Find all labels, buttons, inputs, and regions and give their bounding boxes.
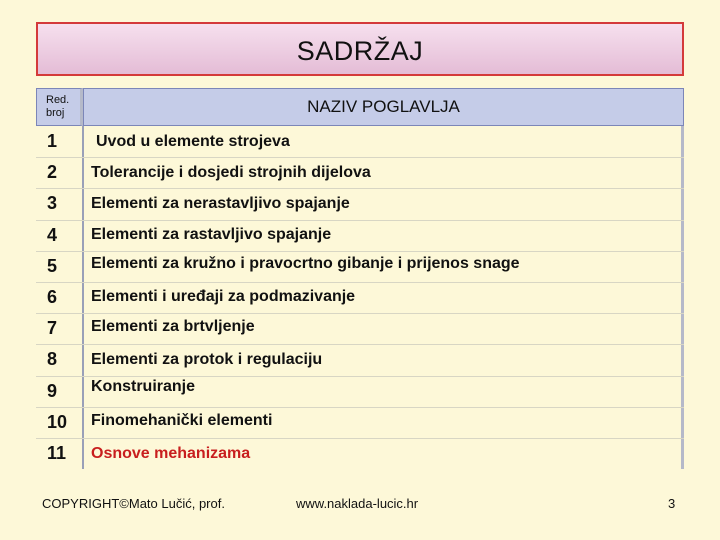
header-number-cell <box>36 88 83 126</box>
row-number: 7 <box>47 318 58 339</box>
row-separator <box>36 407 684 408</box>
row-separator <box>36 188 684 189</box>
row-separator <box>36 157 684 158</box>
table-rows <box>36 126 684 469</box>
row-number: 3 <box>47 193 58 214</box>
title-banner <box>36 22 684 76</box>
row-chapter-name: Uvod u elemente strojeva <box>96 132 290 150</box>
footer-website: www.naklada-lucic.hr <box>296 496 419 511</box>
row-separator <box>36 376 684 377</box>
row-number: 8 <box>47 349 58 370</box>
row-separator <box>36 251 684 252</box>
row-chapter-name: Elementi za rastavljivo spajanje <box>91 226 332 244</box>
row-chapter-name: Finomehanički elementi <box>91 412 273 430</box>
row-number: 4 <box>47 224 58 245</box>
row-chapter-name: Osnove mehanizama <box>91 444 251 462</box>
row-chapter-name: Konstruiranje <box>91 378 196 396</box>
row-chapter-name: Elementi i uređaji za podmazivanje <box>91 287 356 305</box>
row-separator <box>36 282 684 283</box>
header-number-label <box>46 94 69 120</box>
row-number: 2 <box>47 162 58 183</box>
page-title: SADRŽAJ <box>296 35 424 66</box>
table-row <box>36 407 684 438</box>
page-number: 3 <box>668 496 676 511</box>
header-number-label-line1: Red. <box>46 94 70 106</box>
row-chapter-name: Elementi za brtvljenje <box>91 317 255 335</box>
table-row <box>36 220 684 251</box>
header-number-label-line2: broj <box>46 107 65 119</box>
header-name-cell <box>83 88 684 126</box>
row-separator <box>36 313 684 314</box>
table-row <box>36 188 684 219</box>
row-number: 1 <box>47 131 58 152</box>
table-row <box>36 282 684 313</box>
row-number: 5 <box>47 255 58 276</box>
row-number: 10 <box>47 411 68 432</box>
row-number: 9 <box>47 380 58 401</box>
row-number: 11 <box>47 443 67 464</box>
row-number: 6 <box>47 287 58 308</box>
row-chapter-name: Tolerancije i dosjedi strojnih dijelova <box>91 163 371 181</box>
row-separator <box>36 344 684 345</box>
row-separator <box>36 438 684 439</box>
header-name-label: NAZIV POGLAVLJA <box>307 97 460 116</box>
table-row <box>36 376 684 407</box>
table-row <box>36 251 684 282</box>
row-chapter-name: Elementi za protok i regulaciju <box>91 350 323 368</box>
row-chapter-name: Elementi za nerastavljivo spajanje <box>91 194 350 212</box>
table-row <box>36 438 684 469</box>
table-row <box>36 313 684 344</box>
footer-copyright: COPYRIGHT©Mato Lučić, prof. <box>42 496 225 511</box>
table-row <box>36 157 684 188</box>
row-chapter-name: Elementi za kružno i pravocrtno gibanje i prijenos snage <box>91 255 520 273</box>
table-row <box>36 126 684 157</box>
row-separator <box>36 220 684 221</box>
